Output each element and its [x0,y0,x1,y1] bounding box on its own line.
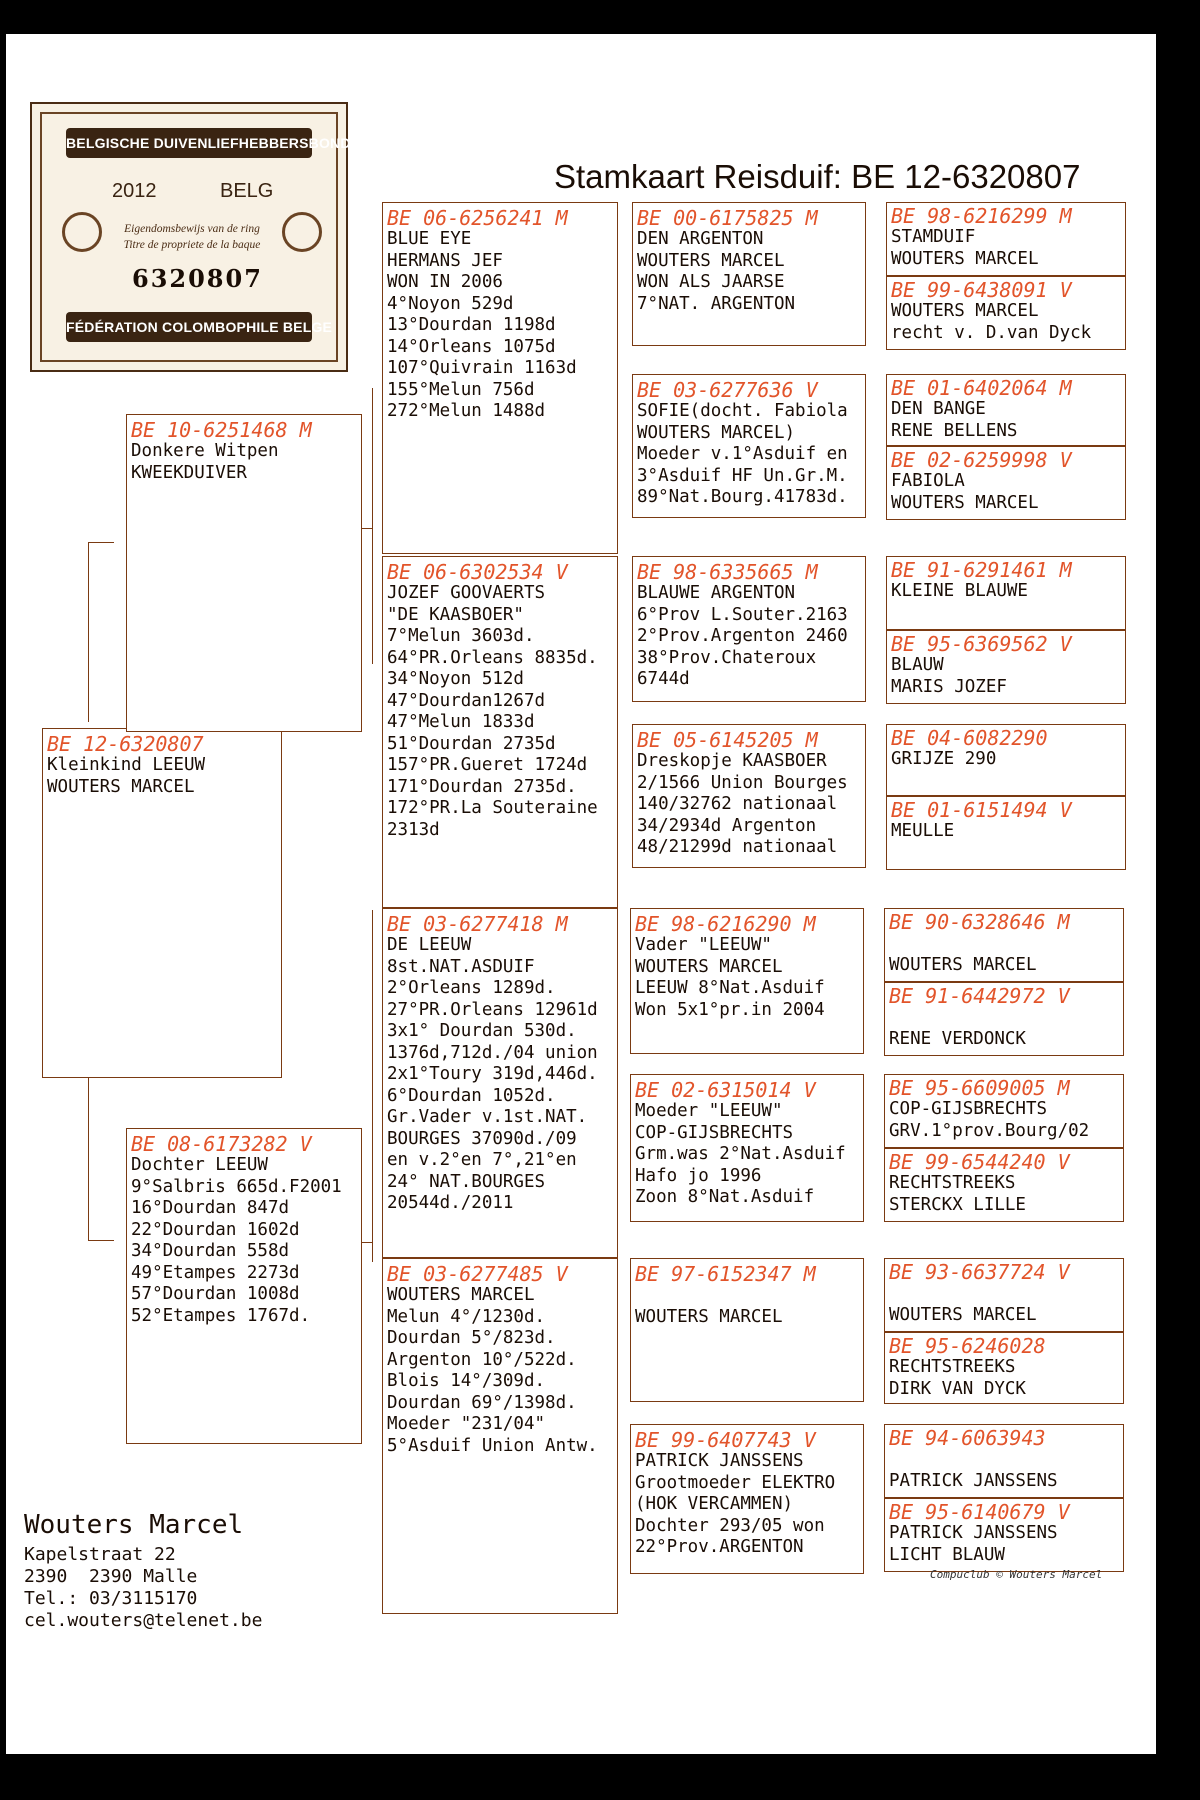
right-ornament-icon [282,212,322,252]
card-year: 2012 [112,180,157,202]
ring-number: BE 97-6152347 M [635,1262,816,1286]
pedigree-box-sire [126,414,362,732]
pedigree-box-g4-4 [886,446,1126,520]
ring-number: BE 95-6246028 [889,1334,1046,1358]
owner-name: Wouters Marcel [24,1510,244,1540]
pedigree-box-g3-8 [630,1424,864,1574]
card-ring-number: 6320807 [132,264,263,293]
card-top-banner: BELGISCHE DUIVENLIEFHEBBERSBOND [66,128,312,158]
ring-number: BE 98-6216290 M [635,912,816,936]
software-watermark: Compuclub © Wouters Marcel [930,1568,1103,1581]
ring-certificate [30,102,351,372]
connector [88,1240,114,1241]
pedigree-box-g4-15 [884,1424,1124,1498]
pedigree-box-g4-10 [884,982,1124,1056]
ring-number: BE 03-6277485 V [387,1262,568,1286]
ring-number: BE 99-6544240 V [889,1150,1070,1174]
ring-number: BE 04-6082290 [891,726,1048,750]
pigeon-info: DEN ARGENTON WOUTERS MARCEL WON ALS JAARSE 7°NAT. ARGENTON [637,229,796,314]
pigeon-info: Dreskopje KAASBOER 2/1566 Union Bourges 140/32762 nationaal 34/2934d Argenton 48/21299d nationaal [637,751,848,857]
pigeon-info: PATRICK JANSSENS LICHT BLAUW [889,1523,1058,1565]
pigeon-info: RECHTSTREEKS STERCKX LILLE [889,1173,1026,1215]
pedigree-box-g3-5 [630,908,864,1054]
ring-number: BE 93-6637724 V [889,1260,1070,1284]
pigeon-info: GRIJZE 290 [891,749,997,769]
pigeon-info: RECHTSTREEKS DIRK VAN DYCK [889,1357,1026,1399]
ring-number: BE 01-6402064 M [891,376,1072,400]
pigeon-info: WOUTERS MARCEL [889,1304,1037,1325]
pigeon-info: SOFIE(docht. Fabiola WOUTERS MARCEL) Moeder v.1°Asduif en 3°Asduif HF Un.Gr.M. 89°Nat.Bourg.41783d. [637,401,848,507]
ring-number: BE 95-6609005 M [889,1076,1070,1100]
pigeon-info: WOUTERS MARCEL [889,954,1037,975]
card-country: BELG [220,180,274,202]
owner-phone: Tel.: 03/3115170 [24,1588,198,1609]
pedigree-box-g3-3 [632,556,866,702]
ring-number: BE 91-6442972 V [889,984,1070,1008]
pigeon-info: Kleinkind LEEUW WOUTERS MARCEL [47,755,206,797]
owner-city: 2390 2390 Malle [24,1566,198,1587]
pedigree-box-g4-2 [886,276,1126,350]
pigeon-info: JOZEF GOOVAERTS "DE KAASBOER" 7°Melun 3603d. 64°PR.Orleans 8835d. 34°Noyon 512d 47°Dourdan1267d 47°Melun 1833d 51°Dourdan 2735d 157°PR.Gueret 1724d 171°Dourdan 2735d. 172°PR.La Souteraine 2313d [387,583,598,840]
pedigree-box-dam [126,1128,362,1444]
pigeon-info: MEULLE [891,821,955,841]
pigeon-info: PATRICK JANSSENS Grootmoeder ELEKTRO (HOK VERCAMMEN) Dochter 293/05 won 22°Prov.ARGENTON [635,1451,836,1557]
pigeon-info: COP-GIJSBRECHTS GRV.1°prov.Bourg/02 [889,1099,1090,1141]
pedigree-box-dd [382,1258,618,1614]
connector [88,1050,89,1240]
connector [362,528,372,529]
pigeon-info: BLUE EYE HERMANS JEF WON IN 2006 4°Noyon 529d 13°Dourdan 1198d 14°Orleans 1075d 107°Quivrain 1163d 155°Melun 756d 272°Melun 1488d [387,229,577,421]
pedigree-box-g3-6 [630,1074,864,1222]
pedigree-box-g3-1 [632,202,866,346]
owner-email: cel.wouters@telenet.be [24,1610,263,1631]
ring-number: BE 99-6407743 V [635,1428,816,1452]
pigeon-info: KLEINE BLAUWE [891,581,1028,601]
pedigree-box-ss [382,202,618,554]
pedigree-box-g4-3 [886,374,1126,446]
pigeon-info: Vader "LEEUW" WOUTERS MARCEL LEEUW 8°Nat.Asduif Won 5x1°pr.in 2004 [635,935,825,1020]
ring-number: BE 01-6151494 V [891,798,1072,822]
pedigree-sheet [6,34,1156,1754]
ring-number: BE 08-6173282 V [131,1132,312,1156]
pigeon-info: Donkere Witpen KWEEKDUIVER [131,441,279,483]
pigeon-info: Dochter LEEUW 9°Salbris 665d.F2001 16°Dourdan 847d 22°Dourdan 1602d 34°Dourdan 558d 49°Etampes 2273d 57°Dourdan 1008d 52°Etampes 1767d. [131,1155,342,1326]
ring-number: BE 99-6438091 V [891,278,1072,302]
pedigree-box-g4-5 [886,556,1126,630]
pigeon-info: RENE VERDONCK [889,1028,1026,1049]
pedigree-box-g4-8 [886,796,1126,870]
owner-street: Kapelstraat 22 [24,1544,176,1565]
pigeon-info: FABIOLA WOUTERS MARCEL [891,471,1039,513]
connector [372,910,373,1262]
pedigree-box-g4-6 [886,630,1126,704]
pedigree-box-g4-14 [884,1332,1124,1404]
pigeon-info: WOUTERS MARCEL recht v. D.van Dyck [891,301,1092,343]
pedigree-box-g4-12 [884,1148,1124,1222]
page-title: Stamkaart Reisduif: BE 12-6320807 [554,158,1081,195]
pigeon-info: WOUTERS MARCEL [635,1306,783,1327]
ring-number: BE 05-6145205 M [637,728,818,752]
pedigree-box-g4-13 [884,1258,1124,1332]
pigeon-info: BLAUW MARIS JOZEF [891,655,1007,697]
card-line-2: Titre de propriete de la baque [123,239,261,251]
pedigree-box-subject [42,728,282,1078]
ring-number: BE 95-6369562 V [891,632,1072,656]
pedigree-box-g4-7 [886,724,1126,796]
pigeon-info: PATRICK JANSSENS [889,1470,1058,1491]
ring-number: BE 98-6216299 M [891,204,1072,228]
pigeon-info: STAMDUIF WOUTERS MARCEL [891,227,1039,269]
pigeon-info: DEN BANGE RENE BELLENS [891,399,1018,441]
pedigree-box-g4-1 [886,202,1126,276]
ring-number: BE 06-6302534 V [387,560,568,584]
ring-number: BE 02-6315014 V [635,1078,816,1102]
pedigree-box-ds [382,908,618,1258]
pedigree-box-g3-7 [630,1258,864,1402]
ring-number: BE 00-6175825 M [637,206,818,230]
pedigree-box-g3-4 [632,724,866,868]
ring-number: BE 90-6328646 M [889,910,1070,934]
card-line-1: Eigendomsbewijs van de ring [124,223,260,235]
ring-number: BE 95-6140679 V [889,1500,1070,1524]
pedigree-box-sd [382,556,618,908]
card-bottom-banner: FÉDÉRATION COLOMBOPHILE BELGE [66,312,312,342]
left-ornament-icon [62,212,102,252]
ring-number: BE 02-6259998 V [891,448,1072,472]
pedigree-box-g4-9 [884,908,1124,982]
connector [362,1242,372,1243]
pedigree-box-g4-11 [884,1074,1124,1148]
pigeon-info: DE LEEUW 8st.NAT.ASDUIF 2°Orleans 1289d. 27°PR.Orleans 12961d 3x1° Dourdan 530d. 1376d,712d./04 union 2x1°Toury 319d,446d. 6°Dourdan 1052d. Gr.Vader v.1st.NAT. BOURGES 37090d./09 en v.2°en 7°,21°en 24° NAT.BOURGES 20544d./2011 [387,935,598,1213]
ring-number: BE 12-6320807 [47,732,204,756]
connector [372,388,373,664]
pigeon-info: BLAUWE ARGENTON 6°Prov L.Souter.2163 2°Prov.Argenton 2460 38°Prov.Chateroux 6744d [637,583,848,689]
pedigree-box-g4-16 [884,1498,1124,1572]
ring-number: BE 06-6256241 M [387,206,568,230]
ring-number: BE 94-6063943 [889,1426,1046,1450]
connector [88,542,89,722]
ring-number: BE 03-6277418 M [387,912,568,936]
ring-number: BE 10-6251468 M [131,418,312,442]
ring-number: BE 91-6291461 M [891,558,1072,582]
ring-number: BE 03-6277636 V [637,378,818,402]
ring-number: BE 98-6335665 M [637,560,818,584]
pedigree-box-g3-2 [632,374,866,518]
pigeon-info: Moeder "LEEUW" COP-GIJSBRECHTS Grm.was 2°Nat.Asduif Hafo jo 1996 Zoon 8°Nat.Asduif [635,1101,846,1207]
connector [88,542,114,543]
pigeon-info: WOUTERS MARCEL Melun 4°/1230d. Dourdan 5°/823d. Argenton 10°/522d. Blois 14°/309d. Dourdan 69°/1398d. Moeder "231/04" 5°Asduif Union Antw. [387,1285,598,1456]
